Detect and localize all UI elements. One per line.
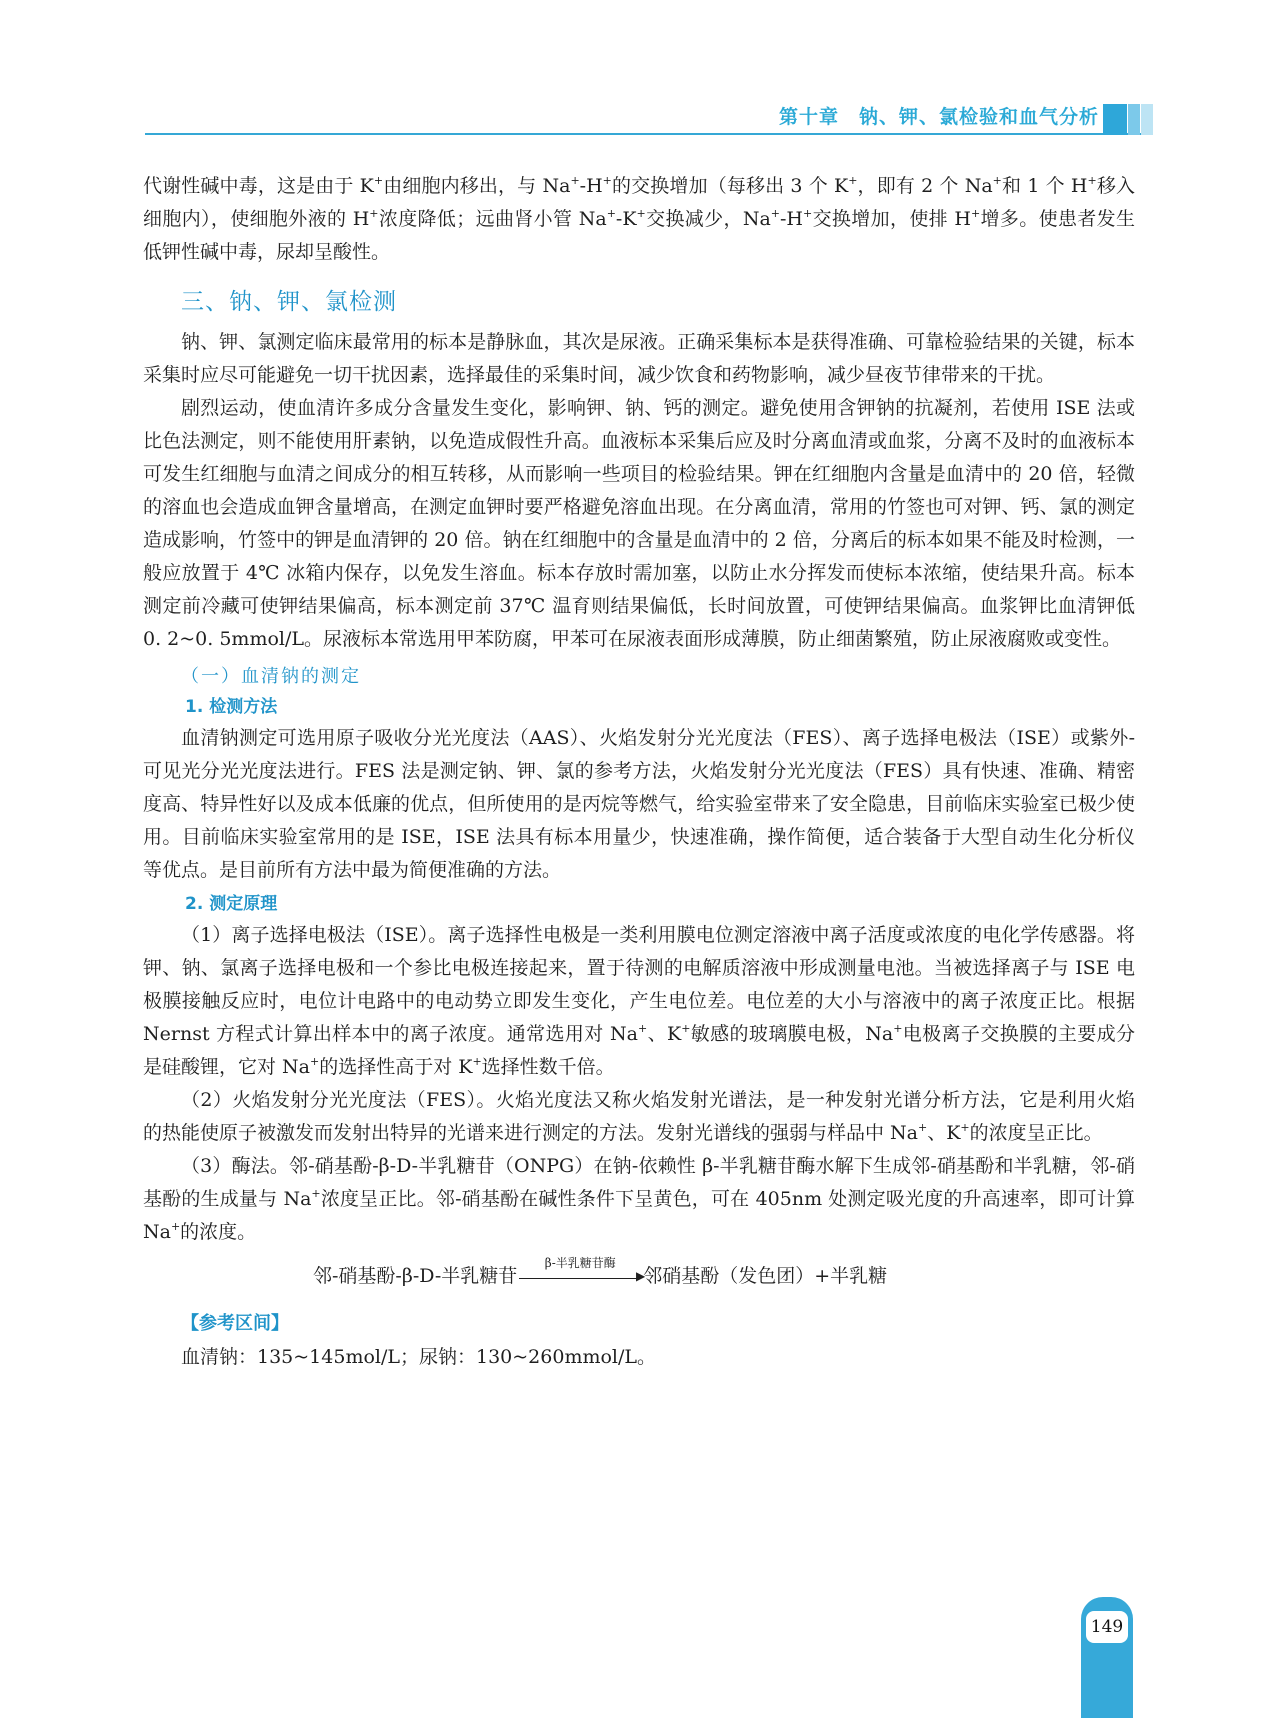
page-number-tab bbox=[1081, 1597, 1133, 1718]
numbered-heading: 1. 检测方法 bbox=[185, 697, 278, 717]
paragraph: 血清钠测定可选用原子吸收分光光度法（AAS）、火焰发射分光光度法（FES）、离子选择电极法（ISE）或紫外-可见光分光光度法进行。FES 法是测定钠、钾、氯的参考方法，火焰发射分光光度法（FES）具有快速、准确、精密度高、特异性好以及成本低廉的优点，但所使用的是丙烷等燃气，给实验室带来了安全隐患，目前临床实验室已极少使用。目前临床实验室常用的是 ISE，ISE 法具有标本用量少，快速准确，操作简便，适合装备于大型自动生化分析仪等优点。是目前所有方法中最为简便准确的方法。 bbox=[143, 727, 1135, 881]
paragraph: （2）火焰发射分光光度法（FES）。火焰光度法又称火焰发射光谱法，是一种发射光谱分析方法，它是利用火焰的热能使原子被激发而发射出特异的光谱来进行测定的方法。发射光谱线的强弱与样品中 Na+、K+的浓度呈正比。 bbox=[143, 1089, 1135, 1144]
section-heading: 三、钠、钾、氯检测 bbox=[181, 289, 397, 315]
paragraph: 剧烈运动，使血清许多成分含量发生变化，影响钾、钠、钙的测定。避免使用含钾钠的抗凝剂，若使用 ISE 法或比色法测定，则不能使用肝素钠，以免造成假性升高。血液标本采集后应及时分离血清或血浆，分离不及时的血液标本可发生红细胞与血清之间成分的相互转移，从而影响一些项目的检验结果。钾在红细胞内含量是血清中的 20 倍，轻微的溶血也会造成血钾含量增高，在测定血钾时要严格避免溶血出现。在分离血清，常用的竹签也可对钾、钙、氯的测定造成影响，竹签中的钾是血清钾的 20 倍。钠在红细胞中的含量是血清中的 2 倍，分离后的标本如果不能及时检测，一般应放置于 4℃ 冰箱内保存，以免发生溶血。标本存放时需加塞，以防止水分挥发而使标本浓缩，使结果升高。标本测定前冷藏可使钾结果偏高，标本测定前 37℃ 温育则结果偏低，长时间放置，可使钾结果偏高。血浆钾比血清钾低 0. 2~0. 5mmol/L。尿液标本常选用甲苯防腐，甲苯可在尿液表面形成薄膜，防止细菌繁殖，防止尿液腐败或变性。 bbox=[143, 397, 1135, 650]
reaction-arrow bbox=[519, 1255, 646, 1283]
arrow-line bbox=[519, 1278, 641, 1279]
page-content bbox=[143, 170, 1135, 1374]
running-header bbox=[0, 92, 1275, 140]
arrow-label: β-半乳糖苷酶 bbox=[544, 1255, 616, 1270]
paragraph: 钠、钾、氯测定临床最常用的标本是静脉血，其次是尿液。正确采集标本是获得准确、可靠检验结果的关键，标本采集时应尽可能避免一切干扰因素，选择最佳的采集时间，减少饮食和药物影响，减少昼夜节律带来的干扰。 bbox=[143, 331, 1135, 386]
numbered-heading: 2. 测定原理 bbox=[185, 894, 278, 914]
chapter-title: 第十章 钠、钾、氯检验和血气分析 bbox=[778, 106, 1099, 128]
paragraph: （1）离子选择电极法（ISE）。离子选择性电极是一类利用膜电位测定溶液中离子活度或浓度的电化学传感器。将钾、钠、氯离子选择电极和一个参比电极连接起来，置于待测的电解质溶液中形成测量电池。当被选择离子与 ISE 电极膜接触反应时，电位计电路中的电动势立即发生变化，产生电位差。电位差的大小与溶液中的离子浓度正比。根据 Nernst 方程式计算出样本中的离子浓度。通常选用对 Na+、K+敏感的玻璃膜电极，Na+电极离子交换膜的主要成分是硅酸锂，它对 Na+的选择性高于对 K+选择性数千倍。 bbox=[143, 924, 1135, 1078]
header-decor-block bbox=[1128, 104, 1140, 135]
header-decor-block bbox=[1141, 104, 1153, 135]
page-number: 149 bbox=[1086, 1611, 1128, 1643]
equation-reactant: 邻-硝基酚-β-D-半乳糖苷 bbox=[313, 1265, 518, 1287]
paragraph: （3）酶法。邻-硝基酚-β-D-半乳糖苷（ONPG）在钠-依赖性 β-半乳糖苷酶水解下生成邻-硝基酚和半乳糖，邻-硝基酚的生成量与 Na+浓度呈正比。邻-硝基酚在碱性条件下呈黄色，可在 405nm 处测定吸光度的升高速率，即可计算 Na+的浓度。 bbox=[143, 1155, 1135, 1243]
header-decor-block bbox=[1103, 104, 1127, 135]
paragraph: 代谢性碱中毒，这是由于 K+由细胞内移出，与 Na+-H+的交换增加（每移出 3 个 K+，即有 2 个 Na+和 1 个 H+移入细胞内），使细胞外液的 H+浓度降低；远曲肾小管 Na+-K+交换减少，Na+-H+交换增加，使排 H+增多。使患者发生低钾性碱中毒，尿却呈酸性。 bbox=[143, 174, 1135, 263]
subsection-heading: （一）血清钠的测定 bbox=[181, 666, 361, 687]
arrow-head-icon: ▶ bbox=[636, 1268, 646, 1283]
reaction-equation bbox=[313, 1255, 1135, 1305]
reference-title: 【参考区间】 bbox=[181, 1313, 289, 1334]
equation-product: 邻硝基酚（发色团）+半乳糖 bbox=[643, 1265, 888, 1287]
header-rule bbox=[145, 133, 1153, 135]
reference-text: 血清钠：135~145mol/L；尿钠：130~260mmol/L。 bbox=[181, 1346, 657, 1368]
